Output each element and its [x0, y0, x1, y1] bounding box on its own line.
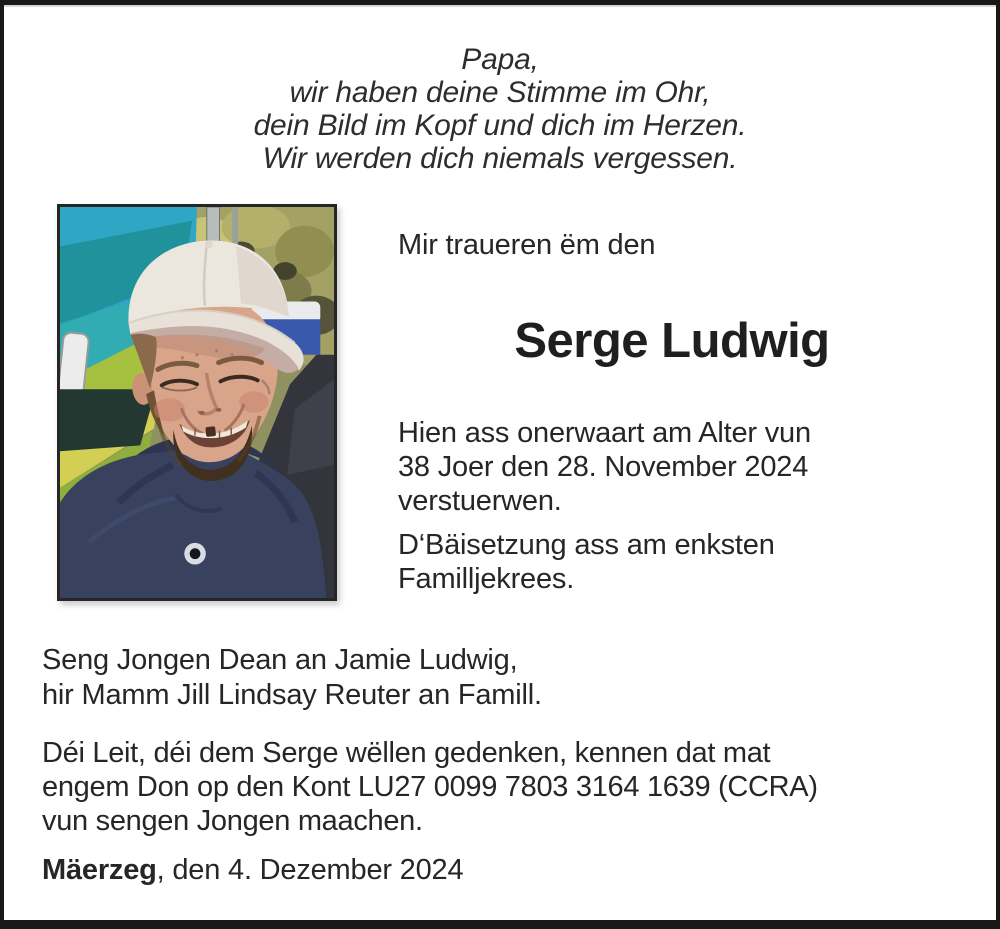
- deceased-name: Serge Ludwig: [514, 314, 830, 368]
- poem-line-1: Papa,: [461, 43, 539, 76]
- donation-line-3: vun sengen Jongen maachen.: [42, 805, 423, 837]
- family-names: [42, 643, 542, 713]
- dateline-date: , den 4. Dezember 2024: [156, 854, 464, 886]
- donation-note: [42, 736, 818, 838]
- donation-line-1: Déi Leit, déi dem Serge wëllen gedenken, kennen dat mat: [42, 737, 771, 769]
- funeral-notice: [398, 528, 946, 596]
- funeral-line-2: Familljekrees.: [398, 563, 575, 595]
- donation-line-2: engem Don op den Kont LU27 0099 7803 3164 1639 (CCRA): [42, 771, 818, 803]
- dateline: [42, 853, 463, 887]
- memorial-poem: [4, 43, 996, 175]
- death-line-1: Hien ass onerwaart am Alter vun: [398, 417, 811, 449]
- death-line-2: 38 Joer den 28. November 2024: [398, 451, 809, 483]
- mourning-intro: Mir traueren ëm den: [398, 229, 656, 261]
- poem-line-3: dein Bild im Kopf und dich im Herzen.: [253, 109, 747, 142]
- portrait-illustration: [60, 207, 334, 598]
- portrait-photo: [57, 204, 337, 601]
- family-line-2: hir Mamm Jill Lindsay Reuter an Famill.: [42, 679, 542, 711]
- funeral-line-1: D‘Bäisetzung ass am enksten: [398, 529, 775, 561]
- dateline-city: Mäerzeg: [42, 854, 157, 886]
- announcement-block: [398, 228, 946, 595]
- death-line-3: verstuerwen.: [398, 485, 562, 517]
- poem-line-4: Wir werden dich niemals vergessen.: [262, 142, 738, 175]
- family-line-1: Seng Jongen Dean an Jamie Ludwig,: [42, 644, 518, 676]
- death-statement: [398, 416, 946, 518]
- poem-line-2: wir haben deine Stimme im Ohr,: [289, 76, 711, 109]
